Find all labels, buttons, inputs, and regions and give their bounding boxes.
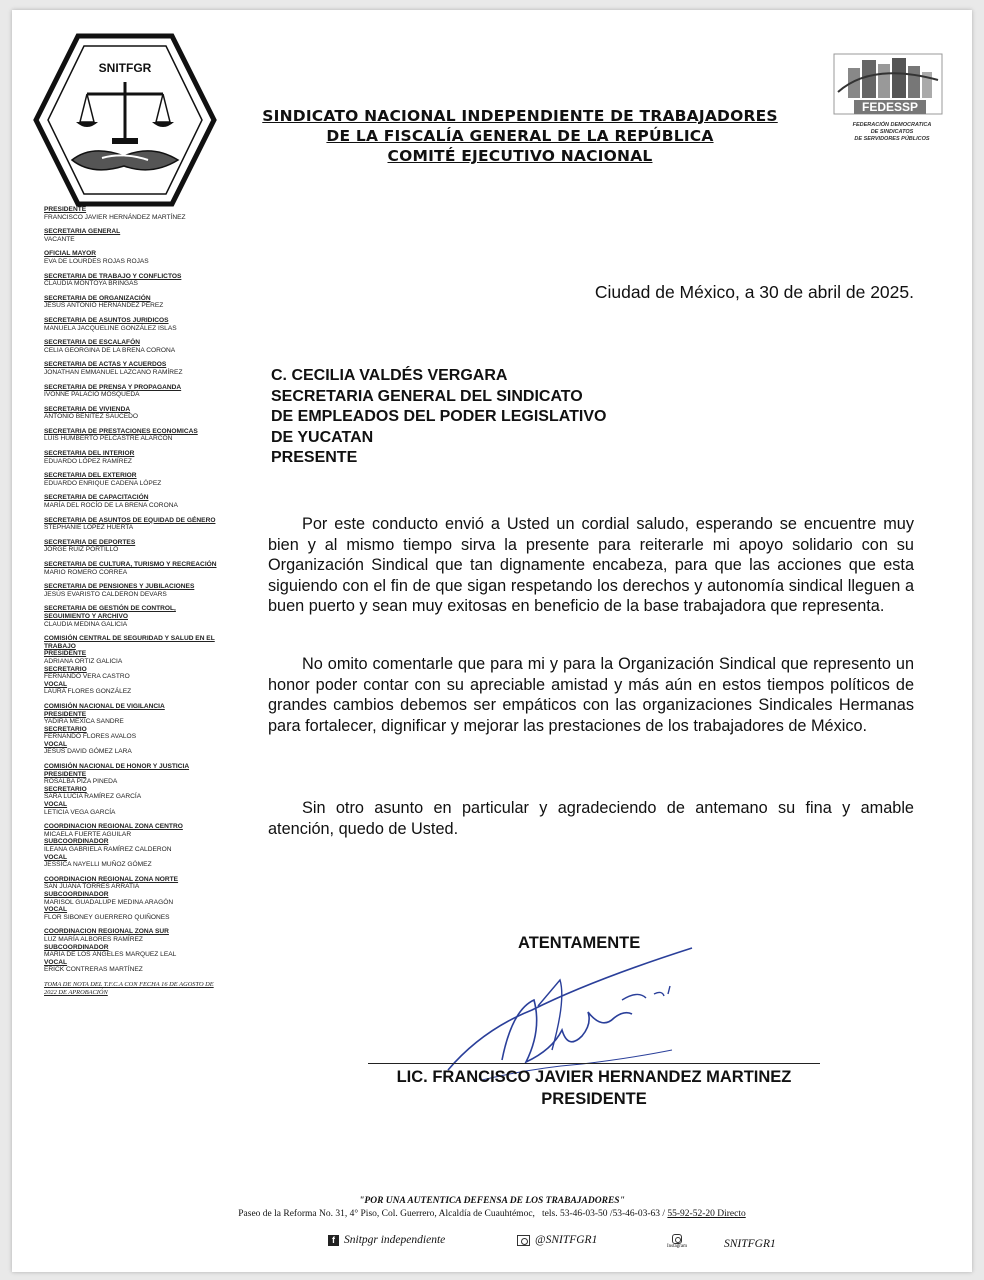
phone-numbers: tels. 53-46-03-50 /53-46-03-63 / bbox=[542, 1209, 665, 1219]
fedessp-logo bbox=[832, 52, 944, 152]
committee-role: SECRETARIA DE ACTAS Y ACUERDOS bbox=[44, 361, 167, 369]
committee-member: JORGE RUIZ PORTILLO bbox=[44, 546, 119, 554]
committee-member: MARÍA DEL ROCÍO DE LA BRENA CORONA bbox=[44, 502, 178, 510]
committee-member: EDUARDO ENRIQUE CADENA LÓPEZ bbox=[44, 479, 162, 487]
committee-subrole: PRESIDENTE bbox=[44, 710, 87, 718]
committee-group bbox=[44, 561, 222, 576]
committee-role: SECRETARIA DEL INTERIOR bbox=[44, 450, 135, 458]
committee-member: EVA DE LOURDES ROJAS ROJAS bbox=[44, 257, 149, 265]
committee-member: IVONNE PALACIO MOSQUEDA bbox=[44, 391, 140, 399]
committee-sidebar bbox=[44, 206, 222, 996]
committee-role: SECRETARIA DE VIVIENDA bbox=[44, 405, 131, 413]
registration-note: TOMA DE NOTA DEL T.F.C.A CON FECHA 16 DE AGOSTO DE 2022 DE APROBACIÓN bbox=[44, 980, 214, 996]
committee-role: COORDINACION REGIONAL ZONA CENTRO bbox=[44, 823, 183, 831]
committee-group bbox=[44, 450, 222, 465]
committee-member: JESÚS DAVID GÓMEZ LARA bbox=[44, 748, 132, 756]
committee-member: JESSICA NAYELLI MUÑOZ GÓMEZ bbox=[44, 861, 152, 869]
committee-role: SECRETARIA DE ASUNTOS DE EQUIDAD DE GÉNERO bbox=[44, 516, 216, 524]
committee-member: SARA LUCIA RAMÍREZ GARCÍA bbox=[44, 793, 142, 801]
committee-group bbox=[44, 472, 222, 487]
committee-member: LUIS HUMBERTO PELCASTRE ALARCÓN bbox=[44, 435, 173, 443]
header-line-2: DE LA FISCALÍA GENERAL DE LA REPÚBLICA bbox=[326, 127, 714, 145]
committee-member: JESÚS EVARISTO CALDERON DEVARS bbox=[44, 590, 167, 598]
body-paragraph-2: No omito comentarle que para mi y para la Organización Sindical que represento un honor poder contar con su apreciable amistad y más aún en estos tiempos políticos de grandes cambios debemos ser empáticos con las organizaciones Sindicales Hermanas para fortalecer, dignificar y mejorar las prestaciones de los trabajadores de México. bbox=[268, 655, 914, 735]
committee-role: COORDINACION REGIONAL ZONA SUR bbox=[44, 928, 169, 936]
letter-page bbox=[12, 10, 972, 1272]
committee-subrole: SUBCOORDINADOR bbox=[44, 943, 109, 951]
committee-role: SECRETARIA DE TRABAJO Y CONFLICTOS bbox=[44, 272, 182, 280]
committee-subrole: VOCAL bbox=[44, 740, 68, 748]
committee-member: EDUARDO LÓPEZ RAMÍREZ bbox=[44, 457, 132, 465]
signer-block bbox=[352, 1067, 836, 1110]
committee-group bbox=[44, 339, 222, 354]
body-paragraph-1: Por este conducto envió a Usted un cordial saludo, esperando se encuentre muy bien y al mismo tiempo sirva la presente para reiterarle mi apoyo solidario con su Organización Sindical que tan dignamente encabeza, para que las acciones que esta siguiendo con el fin de que sigan respetando los derechos y autonomía sindical lleguen a buen puerto y sean muy exitosas en beneficio de la base trabajadora que representa. bbox=[268, 515, 914, 616]
committee-member: CLAUDIA MONTOYA BRINGAS bbox=[44, 280, 138, 288]
committee-group bbox=[44, 250, 222, 265]
twitter-link[interactable] bbox=[517, 1234, 597, 1246]
committee-group bbox=[44, 823, 222, 869]
committee-role: SECRETARIA DE ESCALAFÓN bbox=[44, 339, 140, 347]
union-logo bbox=[32, 32, 218, 208]
committee-subrole: VOCAL bbox=[44, 906, 68, 914]
address-text: Paseo de la Reforma No. 31, 4° Piso, Col. Guerrero, Alcaldía de Cuauhtémoc, bbox=[238, 1209, 535, 1219]
footer-address bbox=[12, 1209, 972, 1219]
committee-group bbox=[44, 635, 222, 696]
instagram-icon bbox=[672, 1234, 682, 1244]
committee-subrole: VOCAL bbox=[44, 853, 68, 861]
committee-group bbox=[44, 605, 222, 628]
committee-role: SECRETARIA DE GESTIÓN DE CONTROL, SEGUIMIENTO Y ARCHIVO bbox=[44, 605, 176, 620]
recipient-line: SECRETARIA GENERAL DEL SINDICATO bbox=[271, 387, 583, 405]
committee-role: PRESIDENTE bbox=[44, 206, 87, 213]
letterhead-title bbox=[250, 106, 790, 166]
committee-subrole: SECRETARIO bbox=[44, 665, 87, 673]
svg-text:DE SINDICATOS: DE SINDICATOS bbox=[870, 129, 914, 135]
committee-role: COMISIÓN NACIONAL DE HONOR Y JUSTICIA bbox=[44, 763, 190, 771]
recipient-line: DE EMPLEADOS DEL PODER LEGISLATIVO bbox=[271, 408, 607, 425]
committee-role: SECRETARIA DE PRESTACIONES ECONOMICAS bbox=[44, 427, 198, 435]
committee-member: FERNANDO VERA CASTRO bbox=[44, 673, 130, 681]
instagram-caption: Instagram bbox=[667, 1244, 687, 1249]
committee-group bbox=[44, 317, 222, 332]
recipient-block bbox=[271, 366, 606, 469]
committee-member: ERICK CONTRERAS MARTÍNEZ bbox=[44, 966, 143, 974]
committee-role: OFICIAL MAYOR bbox=[44, 250, 97, 258]
committee-member: STEPHANIE LÓPEZ HUERTA bbox=[44, 524, 134, 532]
committee-subrole: SECRETARIO bbox=[44, 725, 87, 733]
committee-group bbox=[44, 539, 222, 554]
recipient-line: DE YUCATAN bbox=[271, 428, 374, 446]
committee-group bbox=[44, 206, 222, 221]
twitter-handle: @SNITFGR1 bbox=[535, 1234, 598, 1246]
committee-member: MARISOL GUADALUPE MEDINA ARAGÓN bbox=[44, 898, 174, 906]
committee-member: MICAELA FUERTE AGUILAR bbox=[44, 830, 132, 838]
committee-member: ADRIANA ORTIZ GALICIA bbox=[44, 657, 123, 665]
committee-member: LETICIA VEGA GARCÍA bbox=[44, 808, 116, 816]
letter-date: Ciudad de México, a 30 de abril de 2025. bbox=[594, 282, 914, 302]
committee-member: MARIO ROMERO CORREA bbox=[44, 568, 128, 576]
committee-role: SECRETARIA DEL EXTERIOR bbox=[44, 472, 137, 480]
committee-member: ILEANA GABRIELA RAMÍREZ CALDERON bbox=[44, 846, 172, 853]
committee-group bbox=[44, 517, 222, 532]
committee-member: YADIRA MEXICA SANDRE bbox=[44, 718, 124, 726]
instagram-link[interactable] bbox=[724, 1238, 776, 1250]
direct-phone: 55-92-52-20 Directo bbox=[667, 1209, 746, 1219]
facebook-link[interactable] bbox=[328, 1234, 445, 1246]
committee-role: SECRETARIA DE CULTURA, TURISMO Y RECREACIÓN bbox=[44, 561, 217, 568]
committee-role: SECRETARIA DE DEPORTES bbox=[44, 538, 136, 546]
committee-role: COMISIÓN NACIONAL DE VIGILANCIA bbox=[44, 702, 165, 710]
committee-subrole: VOCAL bbox=[44, 958, 68, 966]
committee-subrole: PRESIDENTE bbox=[44, 770, 87, 778]
committee-group bbox=[44, 406, 222, 421]
committee-member: LUZ MARÍA ALBORES RAMÍREZ bbox=[44, 935, 143, 943]
committee-member: MANUELA JACQUELINE GONZÁLEZ ISLAS bbox=[44, 324, 177, 332]
committee-member: SAN JUANA TORRES ARRATIA bbox=[44, 883, 140, 891]
committee-member: VACANTE bbox=[44, 235, 75, 243]
recipient-line: PRESENTE bbox=[271, 449, 358, 466]
committee-subrole: SUBCOORDINADOR bbox=[44, 838, 109, 846]
committee-group bbox=[44, 703, 222, 756]
committee-role: SECRETARIA DE PENSIONES Y JUBILACIONES bbox=[44, 583, 195, 591]
instagram-handle: SNITFGR1 bbox=[724, 1238, 776, 1250]
committee-member: FRANCISCO JAVIER HERNÁNDEZ MARTÍNEZ bbox=[44, 213, 186, 221]
svg-text:FEDESSP: FEDESSP bbox=[861, 100, 919, 114]
committee-group bbox=[44, 876, 222, 922]
committee-role: SECRETARIA GENERAL bbox=[44, 228, 121, 236]
closing-text: ATENTAMENTE bbox=[518, 934, 641, 952]
committee-group bbox=[44, 763, 222, 816]
committee-group bbox=[44, 295, 222, 310]
signer-title: PRESIDENTE bbox=[541, 1089, 647, 1108]
committee-member: CELIA GEORGINA DE LA BRENA CORONA bbox=[44, 346, 176, 354]
committee-group bbox=[44, 583, 222, 598]
committee-group bbox=[44, 273, 222, 288]
committee-member: FERNANDO FLORES AVALOS bbox=[44, 733, 137, 741]
twitter-icon bbox=[517, 1235, 530, 1246]
header-line-1: SINDICATO NACIONAL INDEPENDIENTE DE TRABAJADORES bbox=[262, 107, 778, 125]
committee-group bbox=[44, 361, 222, 376]
committee-group bbox=[44, 428, 222, 443]
svg-text:SNITFGR: SNITFGR bbox=[98, 61, 152, 75]
committee-role: SECRETARIA DE CAPACITACIÓN bbox=[44, 494, 149, 502]
committee-group bbox=[44, 228, 222, 243]
committee-member: MARÍA DE LOS ÁNGELES MARQUEZ LEAL bbox=[44, 951, 177, 959]
committee-member: LAURA FLORES GONZÁLEZ bbox=[44, 688, 132, 696]
committee-role: COORDINACION REGIONAL ZONA NORTE bbox=[44, 875, 179, 883]
svg-text:DE SERVIDORES PÚBLICOS: DE SERVIDORES PÚBLICOS bbox=[854, 136, 930, 142]
svg-text:FEDERACIÓN DEMOCRATICA: FEDERACIÓN DEMOCRATICA bbox=[852, 122, 932, 128]
committee-member: JONATHAN EMMANUEL LAZCANO RAMÍREZ bbox=[44, 368, 183, 376]
committee-group bbox=[44, 384, 222, 399]
signature-line bbox=[368, 1063, 820, 1064]
committee-subrole: SUBCOORDINADOR bbox=[44, 890, 109, 898]
body-paragraph-3: Sin otro asunto en particular y agradeciendo de antemano su fina y amable atención, quedo de Usted. bbox=[268, 799, 914, 838]
committee-role: SECRETARIA DE ASUNTOS JURIDICOS bbox=[44, 316, 169, 324]
recipient-line: C. CECILIA VALDÉS VERGARA bbox=[271, 367, 508, 384]
committee-member: JESÚS ANTONIO HERNÁNDEZ PÉREZ bbox=[44, 302, 164, 310]
committee-group bbox=[44, 494, 222, 509]
committee-member: ROSALBA PIZA PINEDA bbox=[44, 778, 118, 786]
committee-subrole: VOCAL bbox=[44, 801, 68, 809]
committee-subrole: VOCAL bbox=[44, 680, 68, 688]
committee-member: CLAUDIA MEDINA GALICIA bbox=[44, 620, 128, 628]
committee-subrole: SECRETARIO bbox=[44, 785, 87, 793]
committee-group bbox=[44, 928, 222, 974]
instagram-icon-group bbox=[667, 1234, 687, 1249]
facebook-icon: f bbox=[328, 1235, 339, 1246]
facebook-handle: Snitpgr independiente bbox=[344, 1234, 446, 1246]
committee-member: ANTONIO BENITEZ SAUCEDO bbox=[44, 413, 139, 421]
committee-role: SECRETARIA DE ORGANIZACIÓN bbox=[44, 294, 151, 302]
committee-role: SECRETARIA DE PRENSA Y PROPAGANDA bbox=[44, 383, 182, 391]
committee-member: FLOR SIBONEY GUERRERO QUIÑONES bbox=[44, 913, 170, 921]
committee-subrole: PRESIDENTE bbox=[44, 650, 87, 658]
header-line-3: COMITÉ EJECUTIVO NACIONAL bbox=[387, 147, 653, 165]
committee-role: COMISIÓN CENTRAL DE SEGURIDAD Y SALUD EN EL TRABAJO bbox=[44, 635, 215, 650]
footer-motto: "POR UNA AUTENTICA DEFENSA DE LOS TRABAJADORES" bbox=[359, 1196, 625, 1206]
signer-name: LIC. FRANCISCO JAVIER HERNANDEZ MARTINEZ bbox=[396, 1068, 792, 1086]
